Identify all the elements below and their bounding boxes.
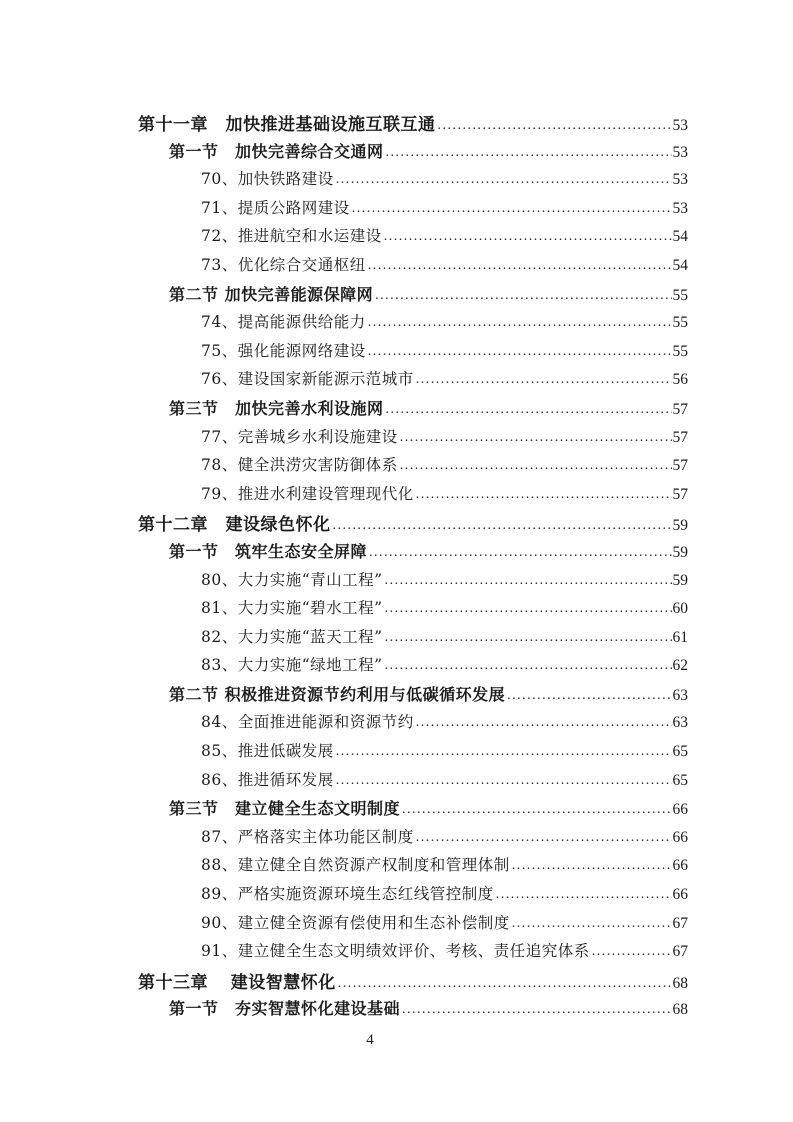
toc-entry [138,625,688,654]
toc-entry-title: 89、严格实施资源环境生态红线管控制度 [201,885,494,904]
toc-entry [138,110,688,139]
toc-leader-dots [369,545,671,561]
toc-entry-title: 75、强化能源网络建设 [201,341,366,360]
toc-leader-dots [592,944,672,960]
toc-entry [138,710,688,739]
toc-entry [138,568,688,597]
toc-entry-page-number: 54 [672,256,688,274]
toc-entry-page-number: 59 [672,571,688,589]
toc-entry-page-number: 63 [672,686,688,704]
toc-entry [138,539,688,568]
toc-entry [138,196,688,225]
toc-leader-dots [336,773,672,789]
toc-leader-dots [507,688,671,704]
toc-entry-page-number: 57 [672,400,688,418]
toc-entry-page-number: 65 [672,771,688,789]
toc-leader-dots [375,288,671,304]
toc-entry-page-number: 53 [672,171,688,189]
toc-entry-page-number: 55 [672,286,688,304]
toc-leader-dots [512,916,672,932]
toc-entry-title: 79、推进水利建设管理现代化 [201,484,414,503]
toc-entry-title: 74、提高能源供给能力 [201,313,366,332]
toc-entry-title: 73、优化综合交通枢纽 [201,255,366,274]
toc-leader-dots [368,258,672,274]
toc-entry-page-number: 56 [672,371,688,389]
toc-leader-dots [368,315,672,331]
toc-entry-title: 86、推进循环发展 [201,770,334,789]
toc-entry-title: 87、严格落实主体功能区制度 [201,827,414,846]
toc-entry-title: 78、健全洪涝灾害防御体系 [201,456,398,475]
toc-entry-title: 80、大力实施“青山工程” [201,570,383,589]
toc-entry [138,367,688,396]
toc-leader-dots [336,744,672,760]
toc-entry [138,282,688,311]
toc-entry-title: 76、建设国家新能源示范城市 [201,370,414,389]
toc-leader-dots [385,658,672,674]
toc-entry [138,224,688,253]
toc-entry-page-number: 63 [672,714,688,732]
toc-entry-page-number: 66 [672,801,688,819]
toc-entry-page-number: 61 [672,628,688,646]
toc-leader-dots [402,1002,671,1018]
toc-entry-title: 第十一章 加快推进基础设施互联互通 [138,115,436,134]
toc-entry-page-number: 65 [672,743,688,761]
toc-leader-dots [416,372,672,388]
toc-leader-dots [438,118,672,134]
toc-leader-dots [416,830,672,846]
toc-entry-title: 第三节 建立健全生态文明制度 [169,799,401,819]
toc-entry [138,796,688,825]
toc-leader-dots [402,802,671,818]
toc-entry [138,510,688,539]
toc-entry [138,139,688,168]
toc-entry-page-number: 54 [672,228,688,246]
toc-entry-title: 第十三章 建设智慧怀化 [138,972,336,992]
toc-entry-page-number: 59 [672,517,688,535]
toc-entry-title: 第十二章 建设绿色怀化 [138,515,331,535]
toc-leader-dots [336,172,672,188]
toc-entry [138,739,688,768]
toc-entry [138,853,688,882]
toc-entry [138,939,688,968]
toc-entry-page-number: 53 [672,117,688,134]
toc-leader-dots [416,715,672,731]
toc-entry-page-number: 66 [672,886,688,904]
toc-entry-page-number: 67 [672,943,688,961]
toc-entry [138,453,688,482]
toc-entry-page-number: 68 [672,974,688,992]
toc-entry-page-number: 59 [672,543,688,561]
page-footer-number: 4 [366,1032,374,1048]
toc-entry-page-number: 68 [672,1001,688,1019]
toc-entry-page-number: 55 [672,342,688,360]
toc-leader-dots [400,430,672,446]
toc-leader-dots [385,630,672,646]
toc-entry-page-number: 55 [672,314,688,332]
toc-leader-dots [338,976,672,992]
toc-entry-page-number: 66 [672,828,688,846]
toc-entry-title: 91、建立健全生态文明绩效评价、考核、责任追究体系 [201,942,590,961]
toc-entry [138,596,688,625]
toc-entry-title: 88、建立健全自然资源产权制度和管理体制 [201,856,510,875]
toc-entry-title: 70、加快铁路建设 [201,170,334,189]
toc-entry [138,253,688,282]
toc-entry-title: 82、大力实施“蓝天工程” [201,627,383,646]
toc-leader-dots [400,458,672,474]
toc-leader-dots [496,887,672,903]
toc-entry-page-number: 67 [672,914,688,932]
toc-entry-title: 84、全面推进能源和资源节约 [201,713,414,732]
toc-entry-page-number: 57 [672,485,688,503]
toc-entry-title: 第二节 积极推进资源节约利用与低碳循环发展 [169,684,506,704]
toc-entry [138,167,688,196]
toc-entry-title: 第一节 筑牢生态安全屏障 [169,541,368,561]
toc-leader-dots [512,858,672,874]
toc-entry-title: 81、大力实施“碧水工程” [201,599,383,618]
toc-entry [138,339,688,368]
toc-entry-title: 71、提质公路网建设 [201,198,350,217]
toc-entry-page-number: 53 [672,143,688,161]
toc-entry [138,882,688,911]
toc-leader-dots [352,201,672,217]
toc-entry [138,968,688,997]
toc-leader-dots [416,487,672,503]
toc-entry-title: 83、大力实施“绿地工程” [201,656,383,675]
toc-entry [138,396,688,425]
toc-leader-dots [368,344,672,360]
table-of-contents [138,110,688,1025]
toc-entry [138,768,688,797]
toc-entry [138,825,688,854]
toc-entry-page-number: 57 [672,457,688,475]
toc-entry-page-number: 62 [672,657,688,675]
toc-entry [138,482,688,511]
toc-entry-title: 第一节 加快完善综合交通网 [169,141,384,161]
toc-entry-page-number: 66 [672,857,688,875]
toc-entry [138,310,688,339]
toc-entry-page-number: 57 [672,428,688,446]
toc-entry [138,425,688,454]
toc-entry-title: 第一节 夯实智慧怀化建设基础 [169,999,401,1019]
toc-entry-title: 第二节 加快完善能源保障网 [169,284,374,304]
toc-leader-dots [386,402,672,418]
toc-leader-dots [385,601,672,617]
toc-entry [138,996,688,1025]
toc-leader-dots [385,573,672,589]
toc-entry-title: 72、推进航空和水运建设 [201,227,382,246]
toc-entry [138,911,688,940]
toc-entry [138,653,688,682]
toc-entry-title: 85、推进低碳发展 [201,742,334,761]
toc-entry [138,682,688,711]
toc-entry-page-number: 53 [672,199,688,217]
toc-entry-page-number: 60 [672,600,688,618]
toc-entry-title: 77、完善城乡水利设施建设 [201,427,398,446]
toc-leader-dots [333,518,672,534]
toc-entry-title: 90、建立健全资源有偿使用和生态补偿制度 [201,913,510,932]
toc-leader-dots [386,145,672,161]
toc-entry-title: 第三节 加快完善水利设施网 [169,398,384,418]
toc-leader-dots [384,229,672,245]
